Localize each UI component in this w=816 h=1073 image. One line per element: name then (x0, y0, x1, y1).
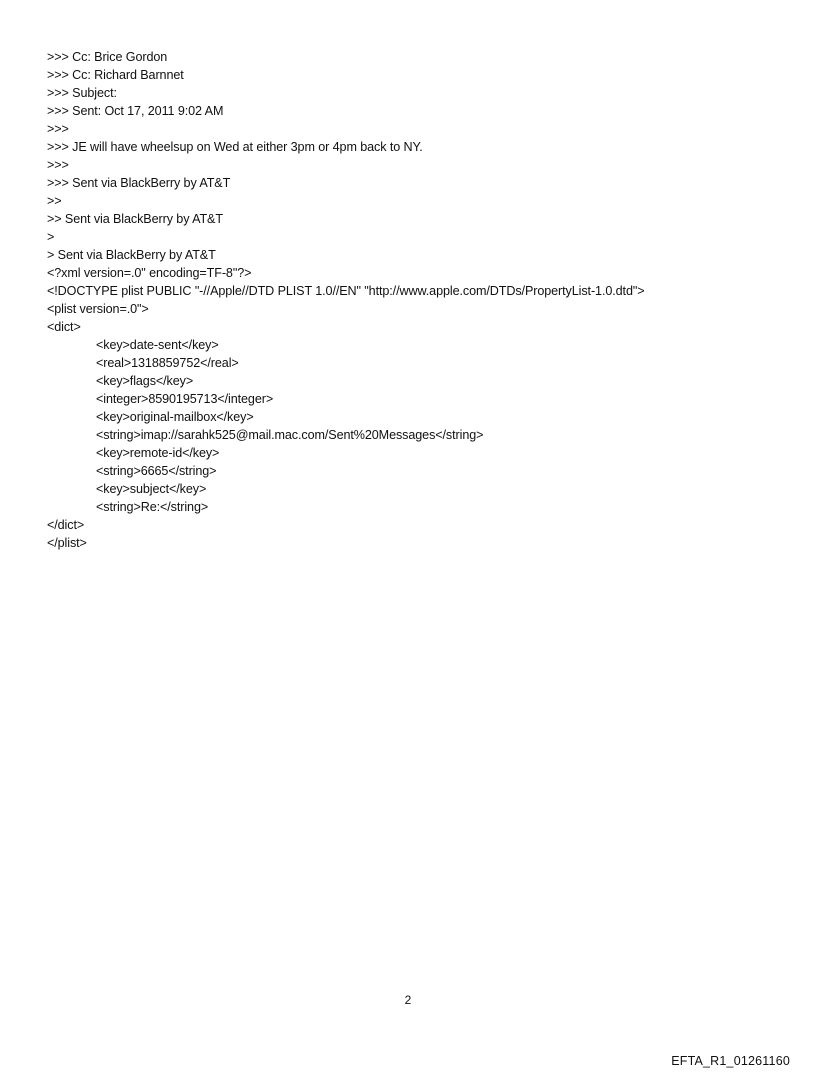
email-line-quote-marker: >>> (47, 122, 69, 136)
document-body (47, 48, 787, 552)
plist-dict-close-tag: </dict> (47, 518, 85, 532)
email-line-subject: >>> Subject: (47, 86, 117, 100)
email-line-signature: >>> Sent via BlackBerry by AT&T (47, 176, 231, 190)
plist-entry: <key>flags</key> (96, 374, 194, 388)
plist-doctype: <!DOCTYPE plist PUBLIC "-//Apple//DTD PLIST 1.0//EN" "http://www.apple.com/DTDs/PropertyList-1.0.dtd"> (47, 284, 645, 298)
plist-entry: <key>remote-id</key> (96, 446, 220, 460)
email-line-signature: > Sent via BlackBerry by AT&T (47, 248, 216, 262)
email-line-sent: >>> Sent: Oct 17, 2011 9:02 AM (47, 104, 224, 118)
page-number: 2 (404, 993, 412, 1007)
email-line-message-body: >>> JE will have wheelsup on Wed at either 3pm or 4pm back to NY. (47, 140, 423, 154)
plist-entry: <key>original-mailbox</key> (96, 410, 254, 424)
plist-xml-declaration: <?xml version=.0" encoding=TF-8"?> (47, 266, 252, 280)
email-line-cc-1: >>> Cc: Brice Gordon (47, 50, 168, 64)
plist-entry: <string>Re:</string> (96, 500, 209, 514)
email-line-quote-marker: >> (47, 194, 62, 208)
plist-entry: <key>subject</key> (96, 482, 207, 496)
email-line-signature: >> Sent via BlackBerry by AT&T (47, 212, 223, 226)
email-quote-block (47, 48, 787, 264)
plist-entry: <real>1318859752</real> (96, 356, 239, 370)
email-line-cc-2: >>> Cc: Richard Barnnet (47, 68, 184, 82)
email-line-quote-marker: >>> (47, 158, 69, 172)
plist-entry: <string>6665</string> (96, 464, 217, 478)
plist-entry: <string>imap://sarahk525@mail.mac.com/Sent%20Messages</string> (96, 428, 484, 442)
plist-block (47, 264, 787, 552)
document-id: EFTA_R1_01261160 (671, 1054, 790, 1068)
plist-close-tag: </plist> (47, 536, 87, 550)
plist-open-tag: <plist version=.0"> (47, 302, 149, 316)
plist-entry: <key>date-sent</key> (96, 338, 219, 352)
plist-entry: <integer>8590195713</integer> (96, 392, 274, 406)
plist-dict-open-tag: <dict> (47, 320, 81, 334)
email-line-quote-marker: > (47, 230, 55, 244)
